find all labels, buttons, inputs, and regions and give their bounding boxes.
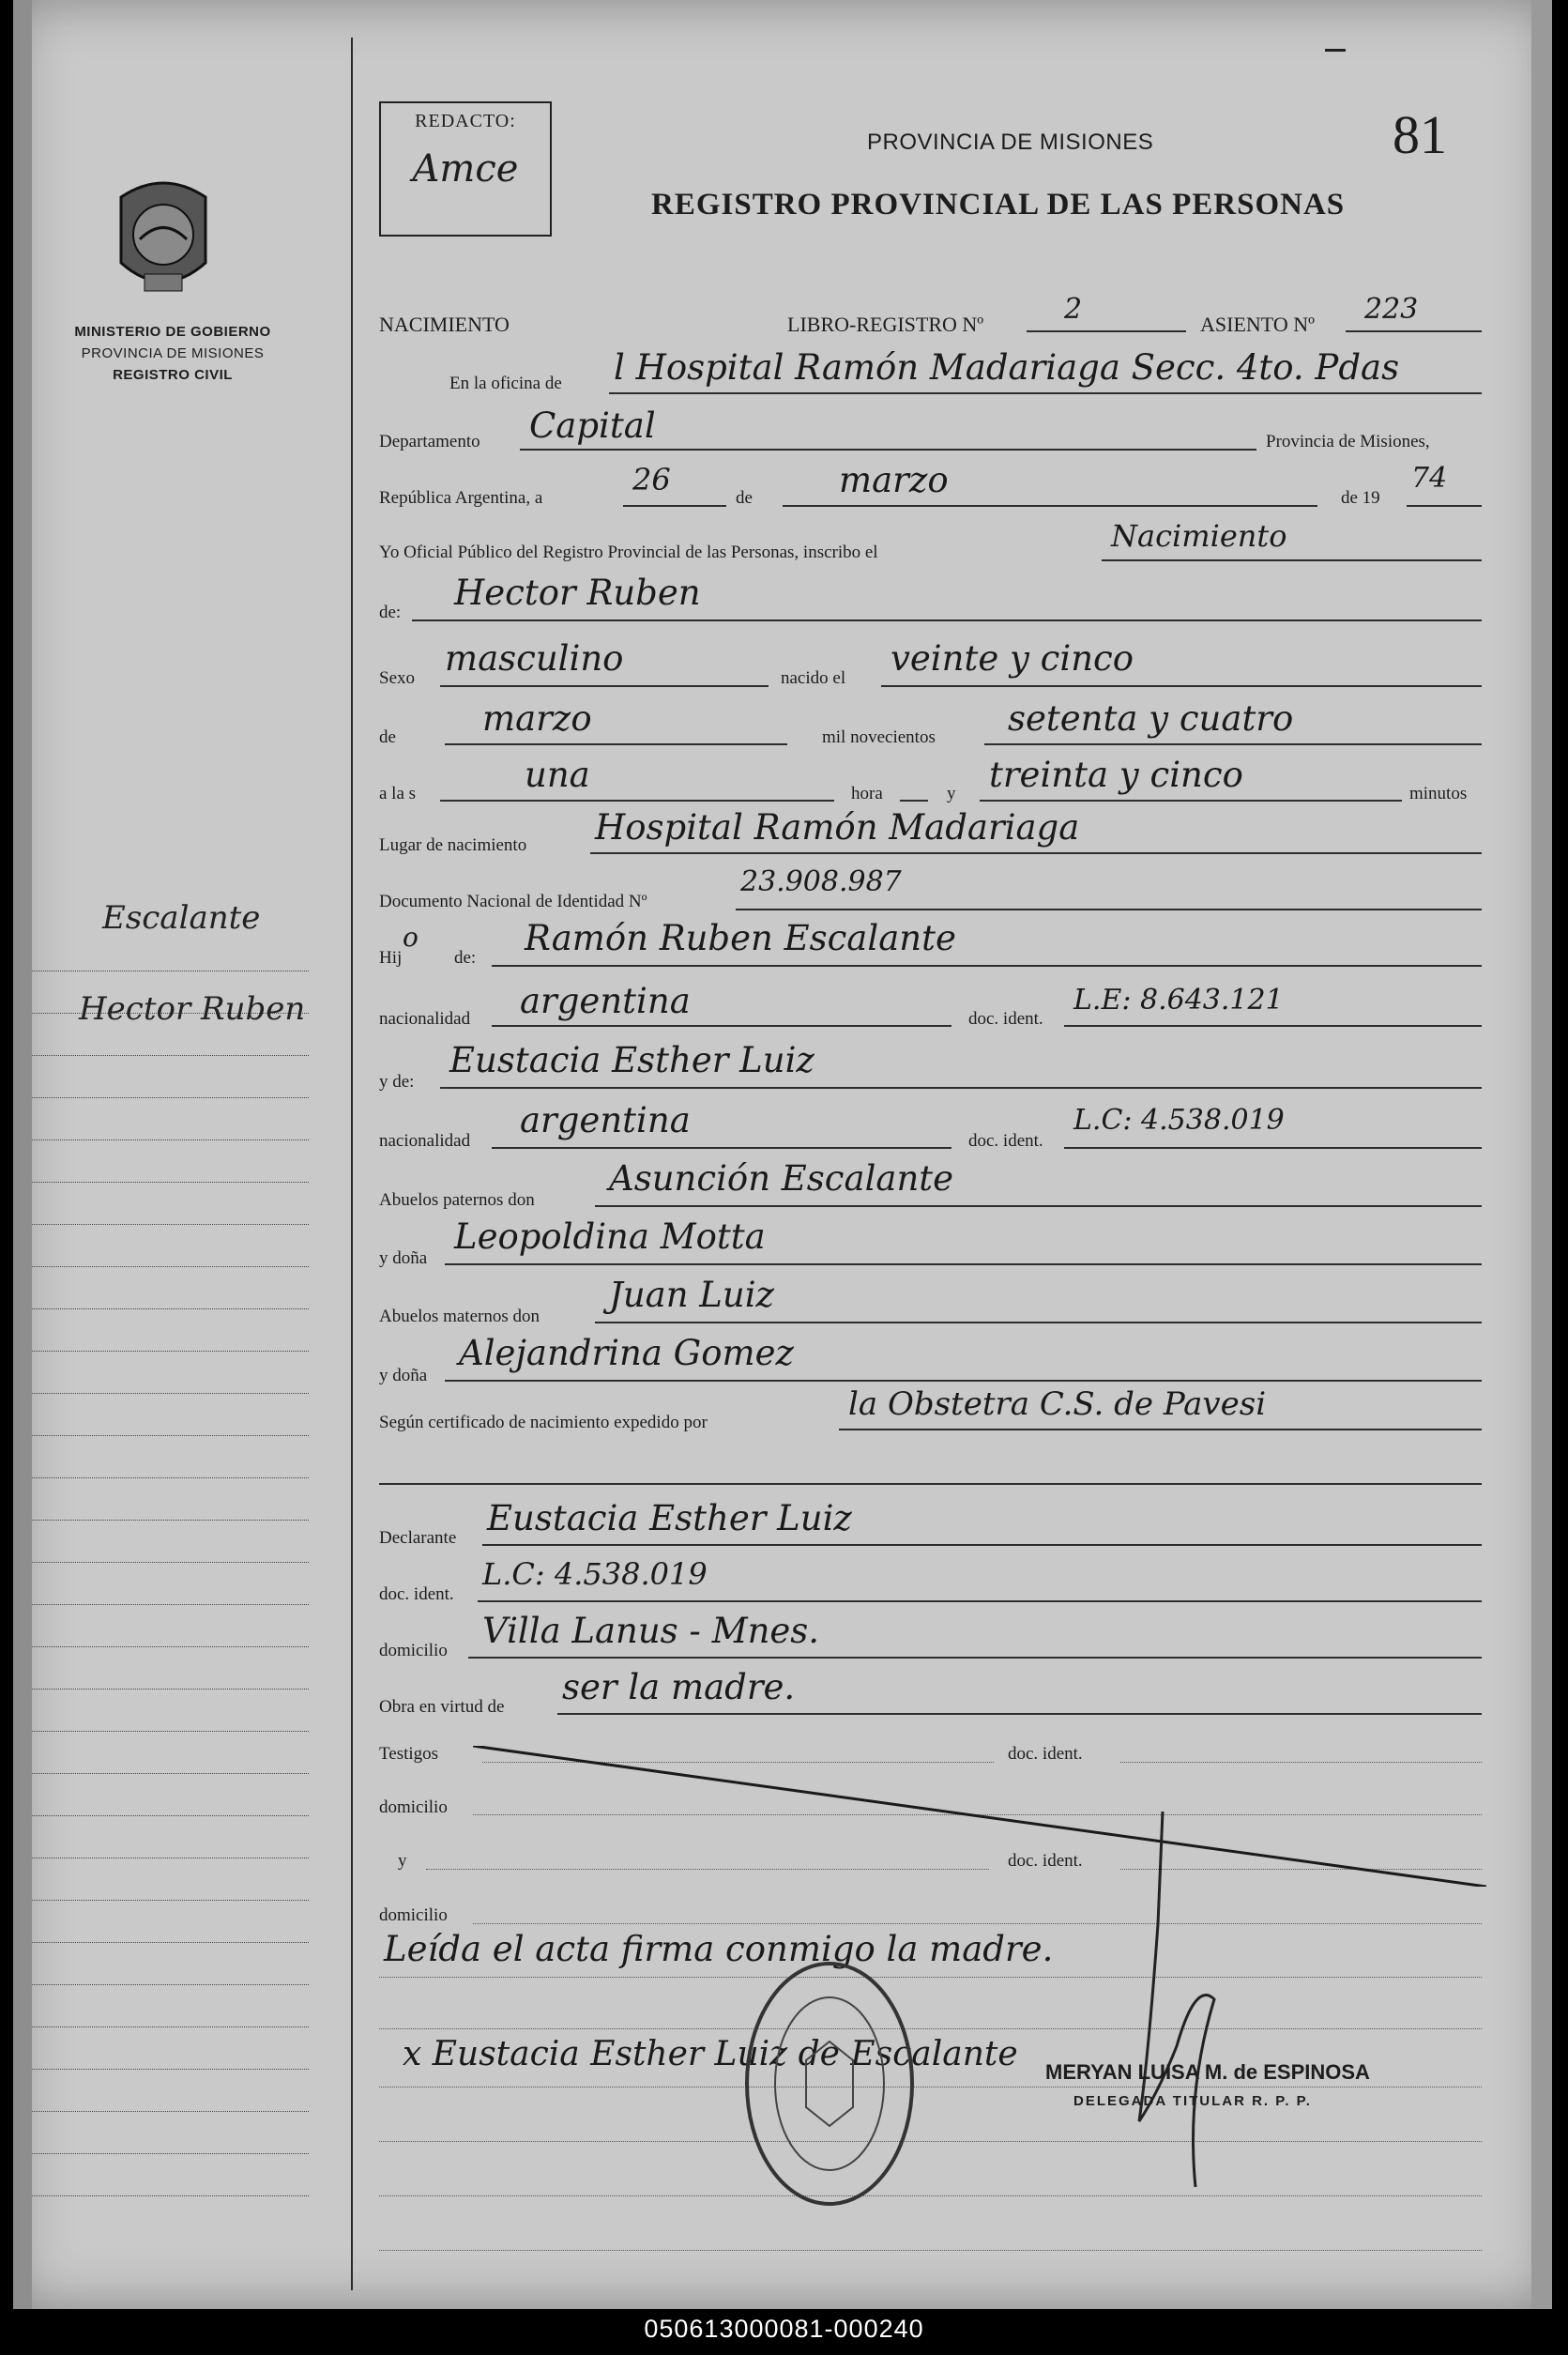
officer-name: MERYAN LUISA M. de ESPINOSA — [1045, 2060, 1370, 2084]
mother-nationality-label: nacionalidad — [379, 1131, 471, 1151]
witnesses-label: Testigos — [379, 1744, 439, 1764]
closing-statement: Leída el acta firma conmigo la madre. — [384, 1929, 1054, 1969]
virtue-label: Obra en virtud de — [379, 1697, 505, 1717]
child-suffix: o — [403, 922, 419, 953]
entry-number: 223 — [1364, 293, 1419, 326]
de-label: de — [736, 488, 753, 508]
paternal-grandmother-label: y doña — [379, 1248, 428, 1268]
archive-id: 050613000081-000240 — [644, 2315, 924, 2343]
redacto-initials: Amce — [412, 147, 519, 191]
year-prefix-label: de 19 — [1341, 488, 1380, 508]
certificate-label: Según certificado de nacimiento expedido por — [379, 1413, 708, 1432]
year-value: 74 — [1411, 462, 1448, 495]
born-day-value: veinte y cinco — [891, 638, 1134, 679]
maternal-grandfather-value: Juan Luiz — [609, 1275, 775, 1315]
mother-nationality-value: argentina — [520, 1100, 691, 1140]
virtue-value: ser la madre. — [562, 1667, 796, 1707]
declarant-label: Declarante — [379, 1528, 457, 1548]
sex-label: Sexo — [379, 668, 415, 688]
mother-doc-label: doc. ident. — [968, 1131, 1043, 1151]
official-seal-stamp — [740, 1957, 919, 2210]
dni-label: Documento Nacional de Identidad Nº — [379, 892, 647, 911]
dni-value: 23.908.987 — [740, 865, 902, 898]
department-label: Departamento — [379, 432, 480, 451]
register-page — [13, 0, 1552, 2309]
book-number: 2 — [1064, 293, 1083, 326]
minutes-value: treinta y cinco — [989, 755, 1243, 795]
maternal-grandmother-value: Alejandrina Gomez — [459, 1333, 794, 1373]
office-value: l Hospital Ramón Madariaga Secc. 4to. Pdas — [614, 347, 1400, 388]
record-type-label: NACIMIENTO — [379, 313, 510, 336]
born-year-value: setenta y cuatro — [1008, 698, 1294, 739]
father-doc-label: doc. ident. — [968, 1009, 1043, 1029]
born-month-label: de — [379, 727, 396, 747]
day-value: 26 — [632, 462, 671, 497]
province-heading: PROVINCIA DE MISIONES — [867, 130, 1154, 155]
republic-label: República Argentina, a — [379, 488, 543, 508]
declarant-doc-value: L.C: 4.538.019 — [482, 1556, 708, 1592]
domicile-value: Villa Lanus - Mnes. — [482, 1611, 820, 1651]
born-label: nacido el — [781, 668, 846, 688]
officer-signature-stroke — [1073, 1812, 1261, 2206]
certificate-value: la Obstetra C.S. de Pavesi — [848, 1385, 1267, 1423]
paternal-grandfather-value: Asunción Escalante — [609, 1158, 954, 1199]
domicile-label: domicilio — [379, 1641, 448, 1660]
officer-title: DELEGADA TITULAR R. P. P. — [1073, 2093, 1312, 2109]
maternal-grandmother-label: y doña — [379, 1366, 428, 1385]
page-number: 81 — [1393, 104, 1447, 165]
province-field-label: Provincia de Misiones, — [1266, 432, 1430, 451]
father-doc-value: L.E: 8.643.121 — [1073, 984, 1284, 1017]
father-nationality-value: argentina — [520, 981, 691, 1021]
month-value: marzo — [839, 460, 949, 500]
y-label: y — [947, 784, 956, 803]
birthplace-value: Hospital Ramón Madariaga — [595, 807, 1080, 848]
born-month-value: marzo — [482, 698, 592, 739]
official-label: Yo Oficial Público del Registro Provincial de las Personas, inscribo el — [379, 543, 878, 562]
paternal-grandparents-label: Abuelos paternos don — [379, 1190, 535, 1210]
mother-de-label: y de: — [379, 1072, 415, 1092]
witness-doc-label-2: doc. ident. — [1008, 1851, 1083, 1871]
minutes-label: minutos — [1409, 784, 1468, 803]
civil-registry-label: REGISTRO CIVIL — [113, 367, 233, 383]
mother-signature: x Eustacia Esther Luiz de Escalante — [403, 2035, 1018, 2073]
margin-surname: Escalante — [102, 899, 261, 937]
maternal-grandparents-label: Abuelos maternos don — [379, 1307, 540, 1326]
paternal-grandmother-value: Leopoldina Motta — [454, 1216, 766, 1257]
declarant-doc-label: doc. ident. — [379, 1584, 454, 1604]
department-value: Capital — [529, 405, 656, 446]
thousand-label: mil novecientos — [822, 727, 936, 747]
hours-label: hora — [851, 784, 883, 803]
mother-name-value: Eustacia Esther Luiz — [449, 1040, 814, 1080]
witness-y-label: y — [398, 1851, 407, 1871]
birthplace-label: Lugar de nacimiento — [379, 835, 527, 855]
witness-doc-label: doc. ident. — [1008, 1744, 1083, 1764]
witness-domicile-label-2: domicilio — [379, 1905, 448, 1925]
witness-domicile-label: domicilio — [379, 1797, 448, 1817]
sex-value: masculino — [445, 638, 624, 679]
declarant-value: Eustacia Esther Luiz — [487, 1498, 852, 1538]
child-name-value: Hector Ruben — [454, 573, 701, 613]
book-label: LIBRO-REGISTRO Nº — [787, 313, 984, 336]
act-value: Nacimiento — [1111, 518, 1287, 554]
father-name-value: Ramón Ruben Escalante — [525, 918, 956, 958]
cancellation-strike-line — [473, 1746, 1486, 1887]
at-label: a la s — [379, 784, 417, 803]
redacto-label: REDACTO: — [415, 111, 516, 131]
office-label: En la oficina de — [449, 374, 562, 393]
ministry-label: MINISTERIO DE GOBIERNO — [74, 324, 271, 340]
father-nationality-label: nacionalidad — [379, 1009, 471, 1029]
hour-value: una — [525, 755, 590, 795]
child-de-label: de: — [454, 948, 477, 968]
name-de-label: de: — [379, 603, 402, 622]
registry-title: REGISTRO PROVINCIAL DE LAS PERSONAS — [651, 188, 1346, 222]
mother-doc-value: L.C: 4.538.019 — [1073, 1104, 1285, 1137]
entry-label: ASIENTO Nº — [1200, 313, 1315, 336]
province-label: PROVINCIA DE MISIONES — [81, 345, 265, 361]
child-label: Hij — [379, 948, 403, 968]
birth-record-form — [13, 0, 1552, 2309]
margin-given-names: Hector Ruben — [79, 990, 306, 1028]
